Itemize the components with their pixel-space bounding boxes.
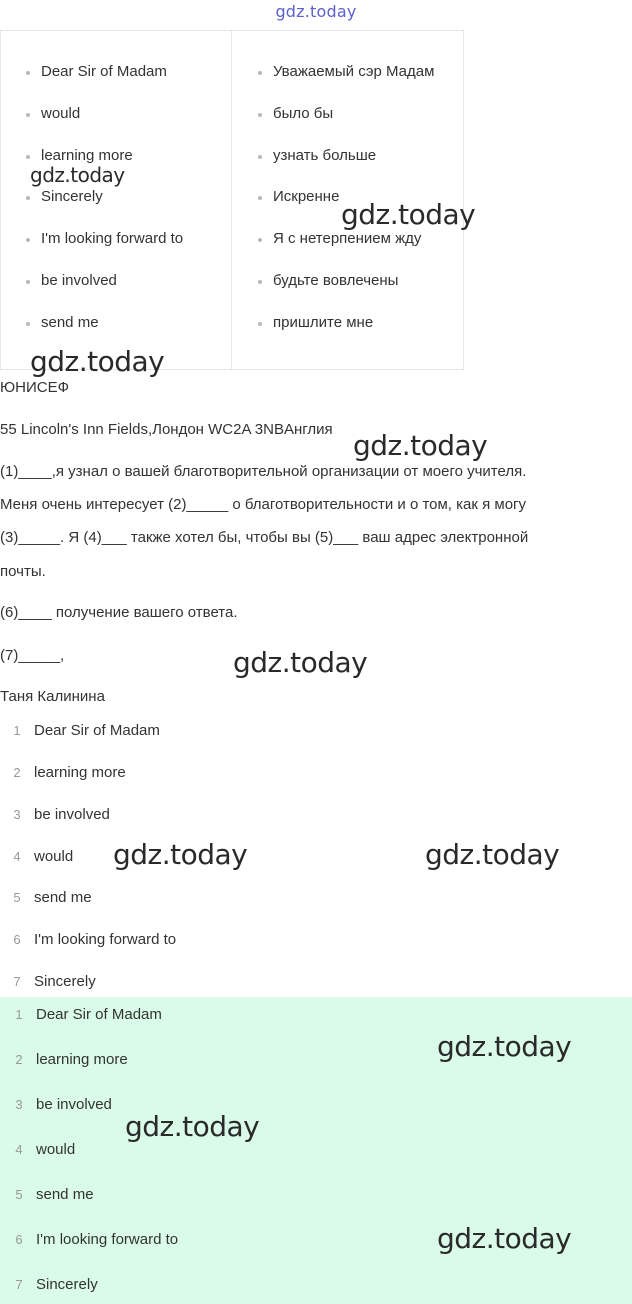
letter-address: 55 Lincoln's Inn Fields,Лондон WC2A 3NBАнглия	[0, 421, 333, 438]
english-column	[1, 31, 232, 369]
item-number: 1	[13, 723, 21, 738]
vocab-item-en: would	[1, 104, 231, 146]
item-text: learning more	[36, 1051, 128, 1068]
item-number: 2	[13, 765, 21, 780]
item-text: be involved	[36, 1096, 112, 1113]
letter-line: (3)_____. Я (4)___ также хотел бы, чтобы вы (5)___ ваш адрес электронной	[0, 529, 529, 546]
item-number: 4	[13, 849, 21, 864]
vocab-item-ru: было бы	[232, 104, 463, 146]
item-number: 3	[13, 807, 21, 822]
watermark: gdz.today	[437, 1222, 572, 1255]
letter-recipient: ЮНИСЕФ	[0, 379, 70, 396]
item-text: send me	[34, 889, 92, 906]
item-text: Dear Sir of Madam	[34, 722, 160, 739]
watermark: gdz.today	[341, 198, 476, 231]
item-number: 1	[15, 1007, 23, 1022]
watermark: gdz.today	[113, 838, 248, 871]
vocab-item-en: Dear Sir of Madam	[1, 62, 231, 104]
vocab-item-ru: пришлите мне	[232, 313, 463, 355]
vocab-item-ru: Я с нетерпением жду	[232, 229, 463, 271]
item-number: 4	[15, 1142, 23, 1157]
watermark: gdz.today	[233, 646, 368, 679]
watermark: gdz.today	[425, 838, 560, 871]
list-item	[2, 1138, 75, 1162]
item-text: I'm looking forward to	[34, 931, 177, 948]
vocab-item-ru: будьте вовлечены	[232, 271, 463, 313]
watermark: gdz.today	[30, 345, 165, 378]
list-item	[0, 845, 73, 869]
item-text: I'm looking forward to	[36, 1231, 179, 1248]
letter-line: почты.	[0, 563, 46, 580]
item-number: 5	[13, 890, 21, 905]
list-item	[2, 1093, 112, 1117]
item-number: 6	[15, 1232, 23, 1247]
item-text: send me	[36, 1186, 94, 1203]
item-number: 7	[15, 1277, 23, 1292]
item-number: 6	[13, 932, 21, 947]
list-item	[2, 1048, 128, 1072]
item-text: Dear Sir of Madam	[36, 1006, 162, 1023]
watermark: gdz.today	[353, 429, 488, 462]
list-item	[2, 1273, 98, 1297]
list-item	[0, 719, 160, 743]
list-item	[0, 928, 176, 952]
vocab-item-ru: узнать больше	[232, 146, 463, 188]
letter-line: (1)____,я узнал о вашей благотворительной организации от моего учителя.	[0, 463, 527, 480]
letter-line: (6)____ получение вашего ответа.	[0, 604, 238, 621]
vocab-item-en: Sincerely	[1, 187, 231, 229]
list-item	[0, 886, 92, 910]
list-item	[2, 1183, 94, 1207]
watermark: gdz.today	[437, 1030, 572, 1063]
item-text: learning more	[34, 764, 126, 781]
letter-line: Меня очень интересует (2)_____ о благотворительности и о том, как я могу	[0, 496, 527, 513]
list-item	[2, 1003, 162, 1027]
vocab-item-en: learning more	[1, 146, 231, 188]
vocab-item-ru: Искренне	[232, 187, 463, 229]
vocab-item-ru: Уважаемый сэр Мадам	[232, 62, 463, 104]
vocab-item-en: be involved	[1, 271, 231, 313]
letter-signature: Таня Калинина	[0, 688, 105, 705]
item-text: Sincerely	[34, 973, 96, 990]
item-text: would	[34, 848, 74, 865]
watermark: gdz.today	[30, 163, 125, 187]
list-item	[0, 970, 96, 994]
item-number: 2	[15, 1052, 23, 1067]
list-item	[2, 1228, 178, 1252]
list-item	[0, 803, 110, 827]
watermark: gdz.today	[125, 1110, 260, 1143]
item-number: 5	[15, 1187, 23, 1202]
item-text: Sincerely	[36, 1276, 98, 1293]
item-number: 7	[13, 974, 21, 989]
vocab-item-en: send me	[1, 313, 231, 355]
site-logo[interactable]: gdz.today	[275, 2, 357, 21]
letter-line: (7)_____,	[0, 647, 65, 664]
vocab-item-en: I'm looking forward to	[1, 229, 231, 271]
item-text: would	[36, 1141, 76, 1158]
item-number: 3	[15, 1097, 23, 1112]
list-item	[0, 761, 126, 785]
item-text: be involved	[34, 806, 110, 823]
